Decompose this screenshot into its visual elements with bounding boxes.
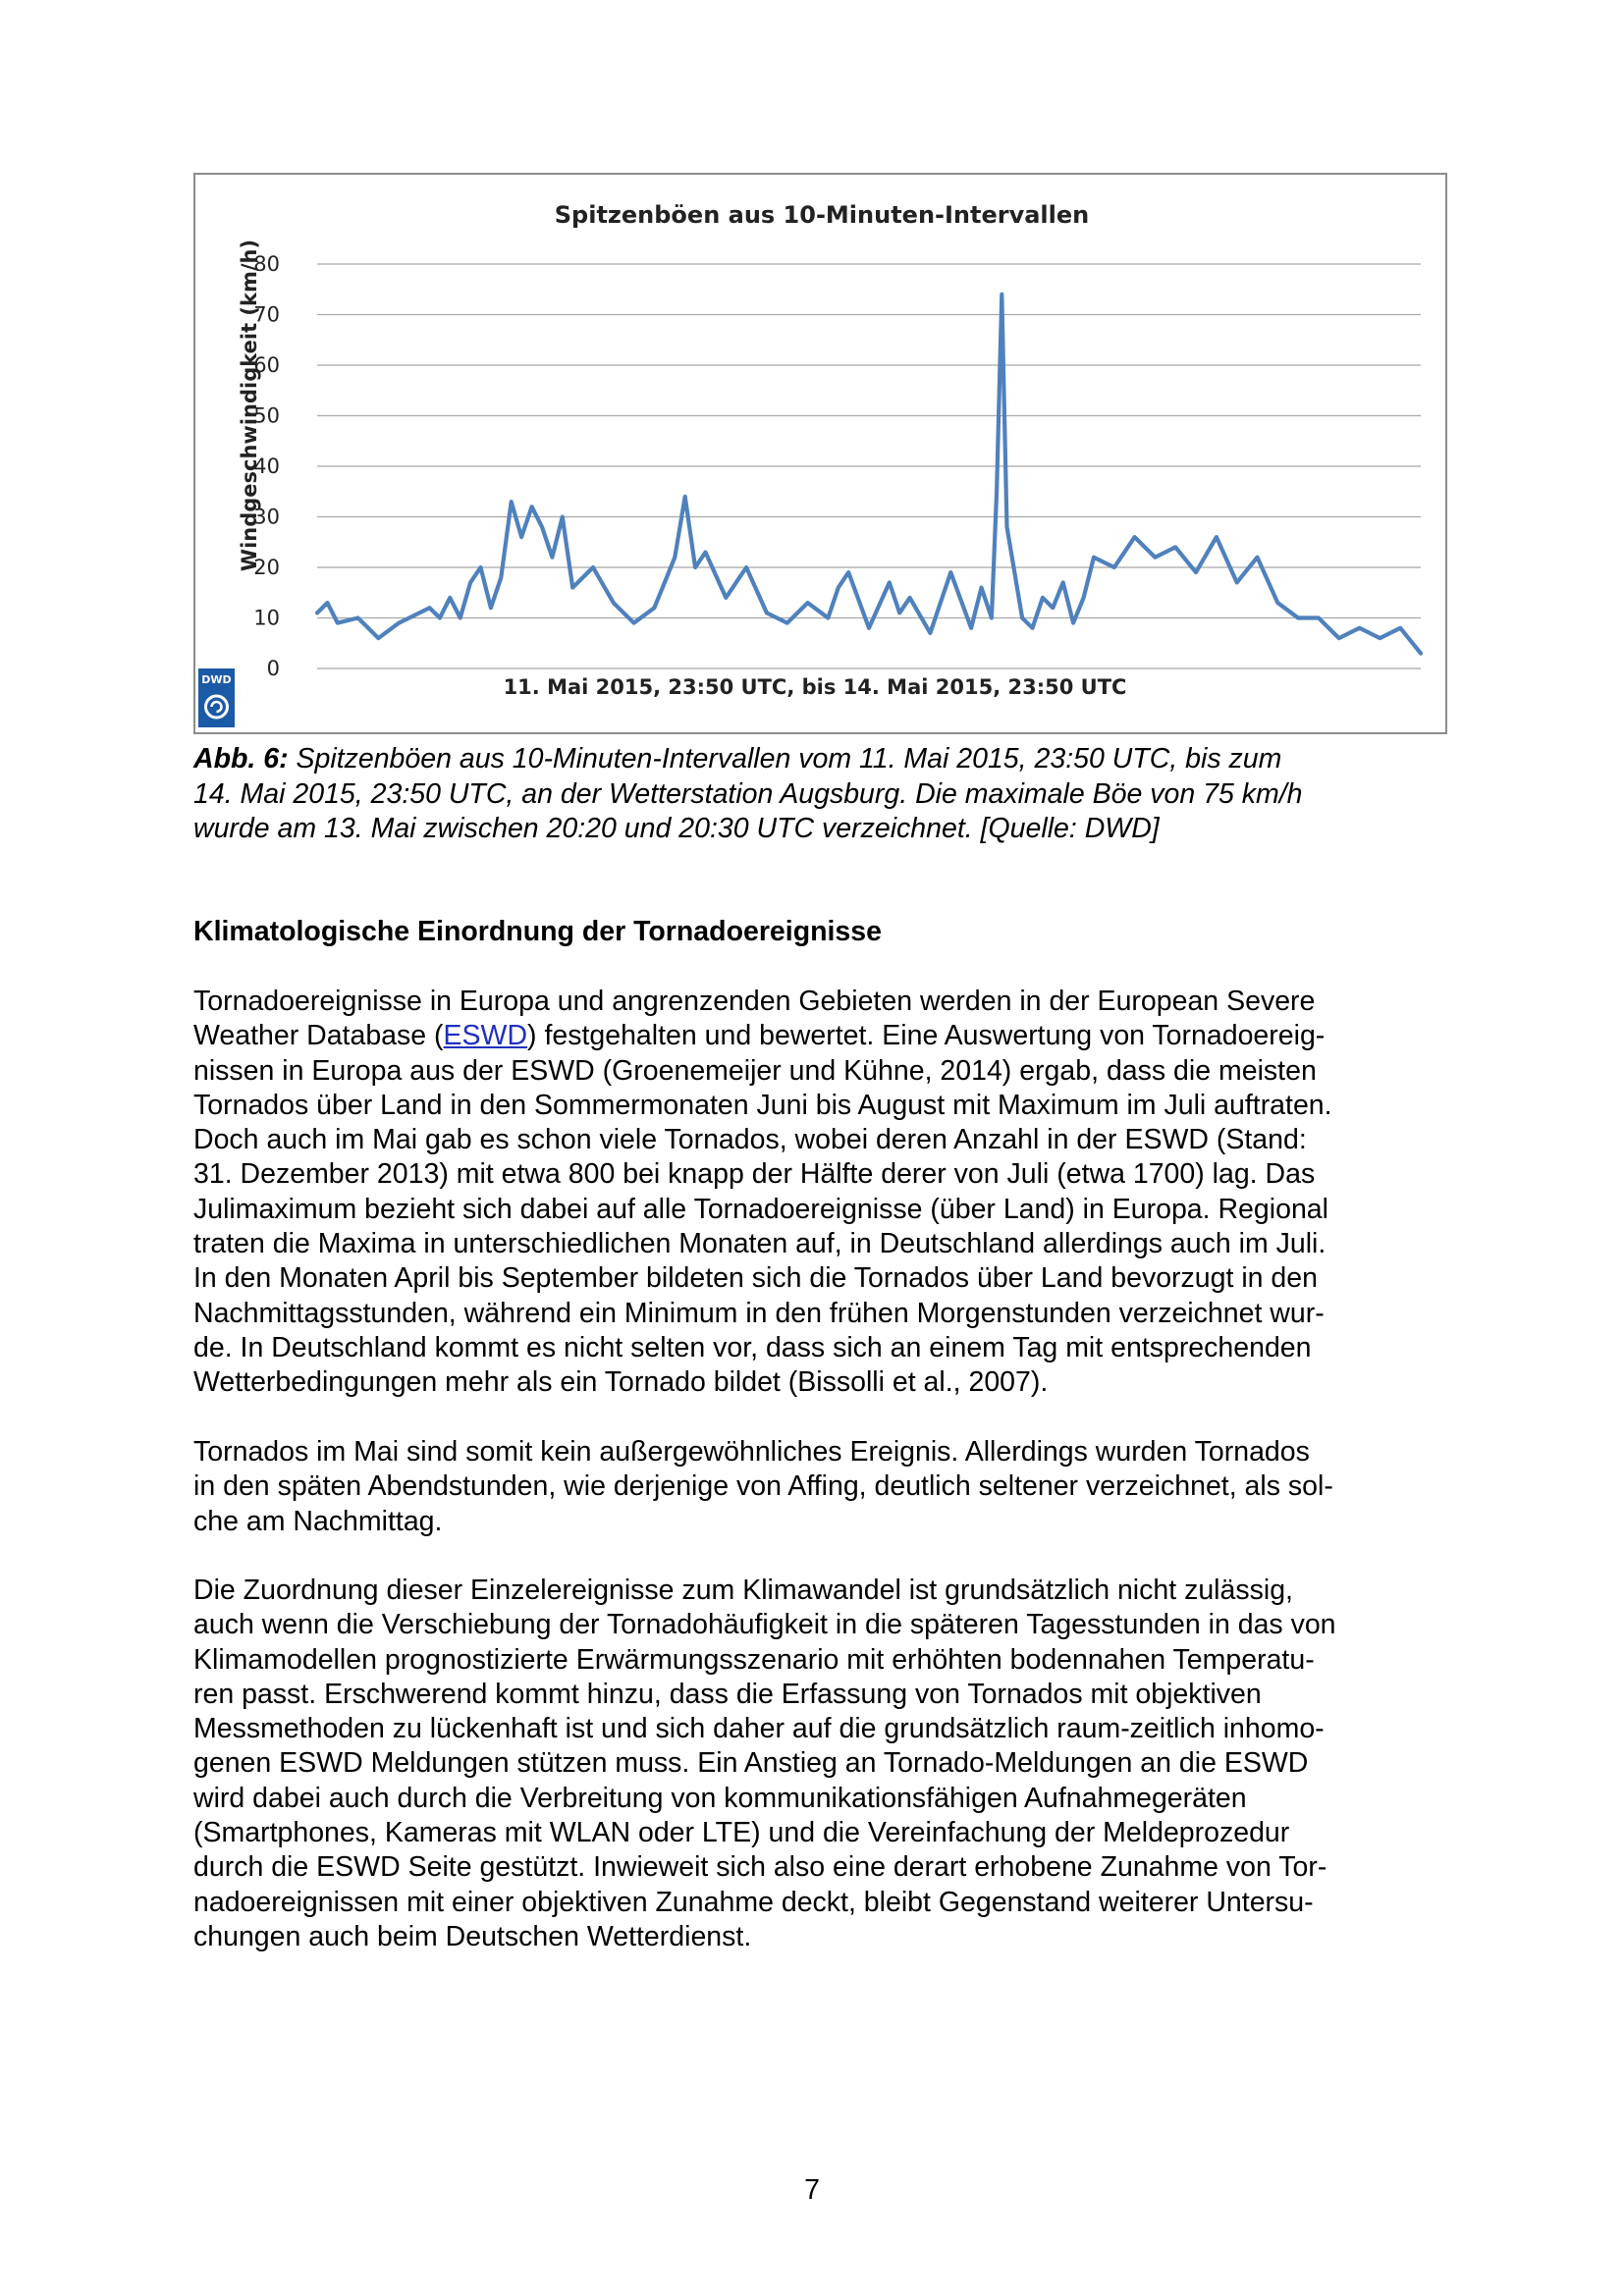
y-axis-label: Windgeschwindigkeit (km/h) [238, 239, 261, 572]
text-segment: Weather Database ( [193, 1020, 444, 1052]
text-line: de. In Deutschland kommt es nicht selten vor, dass sich an einem Tag mit entsprechenden [193, 1331, 1312, 1363]
text-line: (Smartphones, Kameras mit WLAN oder LTE) und die Vereinfachung der Meldeprozedur [193, 1817, 1290, 1849]
chart-title: Spitzenböen aus 10-Minuten-Intervallen [554, 201, 1090, 229]
text-line: che am Nachmittag. [193, 1505, 443, 1537]
y-tick-label: 80 [253, 252, 280, 276]
y-tick-label: 30 [253, 505, 280, 529]
series-line-0 [317, 294, 1421, 654]
paragraph-tornados-may [193, 1435, 1460, 1539]
caption-line: 14. Mai 2015, 23:50 UTC, an der Wetterstation Augsburg. Die maximale Böe von 75 km/h [193, 777, 1303, 810]
text-line: Klimamodellen prognostizierte Erwärmungsszenario mit erhöhten bodennahen Temperatu- [193, 1643, 1315, 1676]
text-line: Tornadoereignisse in Europa und angrenzenden Gebieten werden in der European Severe [193, 986, 1316, 1017]
text-line: In den Monaten April bis September bildeten sich die Tornados über Land bevorzugt in den [193, 1262, 1318, 1295]
text-line: traten die Maxima in unterschiedlichen Monaten auf, in Deutschland allerdings auch im Juli. [193, 1228, 1326, 1260]
text-line: in den späten Abendstunden, wie derjenige von Affing, deutlich seltener verzeichnet, als sol- [193, 1470, 1333, 1503]
text-line: Doch auch im Mai gab es schon viele Tornados, wobei deren Anzahl in der ESWD (Stand: [193, 1124, 1307, 1156]
figure-wind-gusts [193, 173, 1447, 734]
y-tick-label: 60 [253, 353, 280, 377]
figure-caption [193, 742, 1460, 847]
dwd-logo [198, 668, 235, 727]
text-line: Tornados im Mai sind somit kein außergewöhnliches Ereignis. Allerdings wurden Tornados [193, 1436, 1310, 1468]
text-line: auch wenn die Verschiebung der Tornadohäufigkeit in die späteren Tagesstunden in das von [193, 1609, 1336, 1641]
dwd-badge-text: DWD [201, 673, 232, 686]
caption-line: wurde am 13. Mai zwischen 20:20 und 20:30 UTC verzeichnet. [Quelle: DWD] [193, 813, 1160, 844]
text-line: chungen auch beim Deutschen Wetterdienst. [193, 1920, 752, 1952]
text-line: durch die ESWD Seite gestützt. Inwieweit sich also eine derart erhobene Zunahme von Tor- [193, 1851, 1327, 1884]
section-heading: Klimatologische Einordnung der Tornadoereignisse [193, 916, 882, 947]
eswd-link[interactable]: ESWD [443, 1020, 528, 1052]
series-layer [317, 294, 1421, 654]
y-tick-label: 70 [253, 302, 280, 327]
text-line: nissen in Europa aus der ESWD (Groenemeijer und Kühne, 2014) ergab, dass die meisten [193, 1054, 1317, 1087]
text-line: nadoereignissen mit einer objektiven Zunahme deckt, bleibt Gegenstand weiterer Untersu- [193, 1886, 1314, 1918]
text-line: ren passt. Erschwerend kommt hinzu, dass die Erfassung von Tornados mit objektiven [193, 1678, 1262, 1710]
y-tick-label: 20 [253, 556, 280, 579]
paragraph-tornado-climatology [193, 985, 1460, 1401]
text-line: 31. Dezember 2013) mit etwa 800 bei knapp der Hälfte derer von Juli (etwa 1700) lag. Das [193, 1158, 1316, 1191]
text-line: Tornados über Land in den Sommermonaten Juni bis August mit Maximum im Juli auftraten. [193, 1089, 1332, 1121]
y-tick-label: 10 [253, 606, 280, 630]
text-line: Nachmittagsstunden, während ein Minimum in den frühen Morgenstunden verzeichnet wur- [193, 1297, 1325, 1329]
x-axis-label: 11. Mai 2015, 23:50 UTC, bis 14. Mai 2015, 23:50 UTC [503, 675, 1127, 699]
text-line: Die Zuordnung dieser Einzelereignisse zum Klimawandel ist grundsätzlich nicht zulässig, [193, 1575, 1293, 1606]
text-line [193, 1019, 1460, 1053]
y-tick-label: 0 [266, 657, 280, 680]
caption-line: Spitzenböen aus 10-Minuten-Intervallen vom 11. Mai 2015, 23:50 UTC, bis zum [288, 743, 1282, 774]
caption-label: Abb. 6: [193, 743, 289, 774]
paragraph-climate-attribution [193, 1574, 1460, 1954]
chart-grid [317, 264, 1421, 668]
text-line: Messmethoden zu lückenhaft ist und sich daher auf die grundsätzlich raum-zeitlich inhomo- [193, 1713, 1325, 1745]
text-line: Julimaximum bezieht sich dabei auf alle Tornadoereignisse (über Land) in Europa. Regional [193, 1193, 1328, 1225]
y-tick-label: 40 [253, 454, 280, 478]
gust-line-chart [195, 175, 1445, 732]
text-line: wird dabei auch durch die Verbreitung von kommunikationsfähigen Aufnahmegeräten [193, 1782, 1247, 1814]
text-line: Wetterbedingungen mehr als ein Tornado bildet (Bissolli et al., 2007). [193, 1366, 1049, 1399]
text-segment: ) festgehalten und bewertet. Eine Auswertung von Tornadoereig- [527, 1020, 1326, 1052]
y-tick-label: 50 [253, 403, 280, 428]
page-number: 7 [804, 2174, 820, 2206]
text-line: genen ESWD Meldungen stützen muss. Ein Anstieg an Tornado-Meldungen an die ESWD [193, 1747, 1309, 1780]
